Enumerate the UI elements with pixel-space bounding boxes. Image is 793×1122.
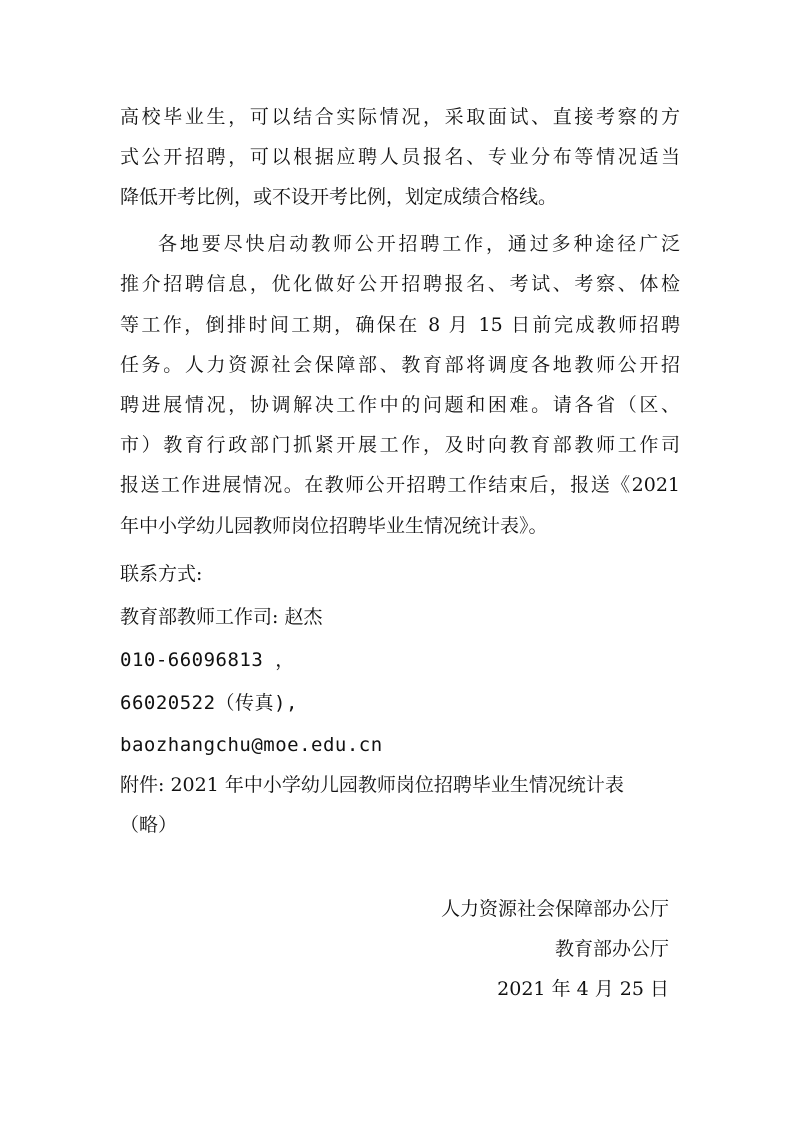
text-line: 年中小学幼儿园教师岗位招聘毕业生情况统计表》。 xyxy=(120,515,548,537)
text-line: 降低开考比例，或不设开考比例，划定成绩合格线。 xyxy=(120,186,558,208)
signature-date: 2021 年 4 月 25 日 xyxy=(497,978,669,1000)
signature-org-1: 人力资源社会保障部办公厅 xyxy=(440,898,669,920)
text-line: 高校毕业生，可以结合实际情况，采取面试、直接考察的方 xyxy=(120,106,680,128)
attachment-line: 附件: 2021 年中小学幼儿园教师岗位招聘毕业生情况统计表 xyxy=(120,774,624,796)
text-line: 推介招聘信息，优化做好公开招聘报名、考试、考察、体检 xyxy=(120,273,680,295)
signature-org-2: 教育部办公厅 xyxy=(554,938,669,960)
attachment-line: （略） xyxy=(120,814,178,836)
text-line: 报送工作进展情况。在教师公开招聘工作结束后，报送《2021 xyxy=(120,474,680,496)
contact-department: 教育部教师工作司: 赵杰 xyxy=(120,606,323,628)
contact-heading: 联系方式: xyxy=(120,563,203,585)
contact-fax: 66020522（传真), xyxy=(120,692,298,714)
text-line: 市）教育行政部门抓紧开展工作，及时向教育部教师工作司 xyxy=(120,434,680,456)
text-line: 等工作，倒排时间工期，确保在 8 月 15 日前完成教师招聘 xyxy=(120,314,680,336)
contact-email: baozhangchu@moe.edu.cn xyxy=(120,734,383,756)
text-line: 各地要尽快启动教师公开招聘工作，通过多种途径广泛 xyxy=(158,233,680,255)
text-line: 式公开招聘，可以根据应聘人员报名、专业分布等情况适当 xyxy=(120,146,680,168)
text-line: 聘进展情况，协调解决工作中的问题和困难。请各省（区、 xyxy=(120,394,680,416)
text-line: 任务。人力资源社会保障部、教育部将调度各地教师公开招 xyxy=(120,354,680,376)
contact-phone: 010-66096813 ， xyxy=(120,649,295,671)
